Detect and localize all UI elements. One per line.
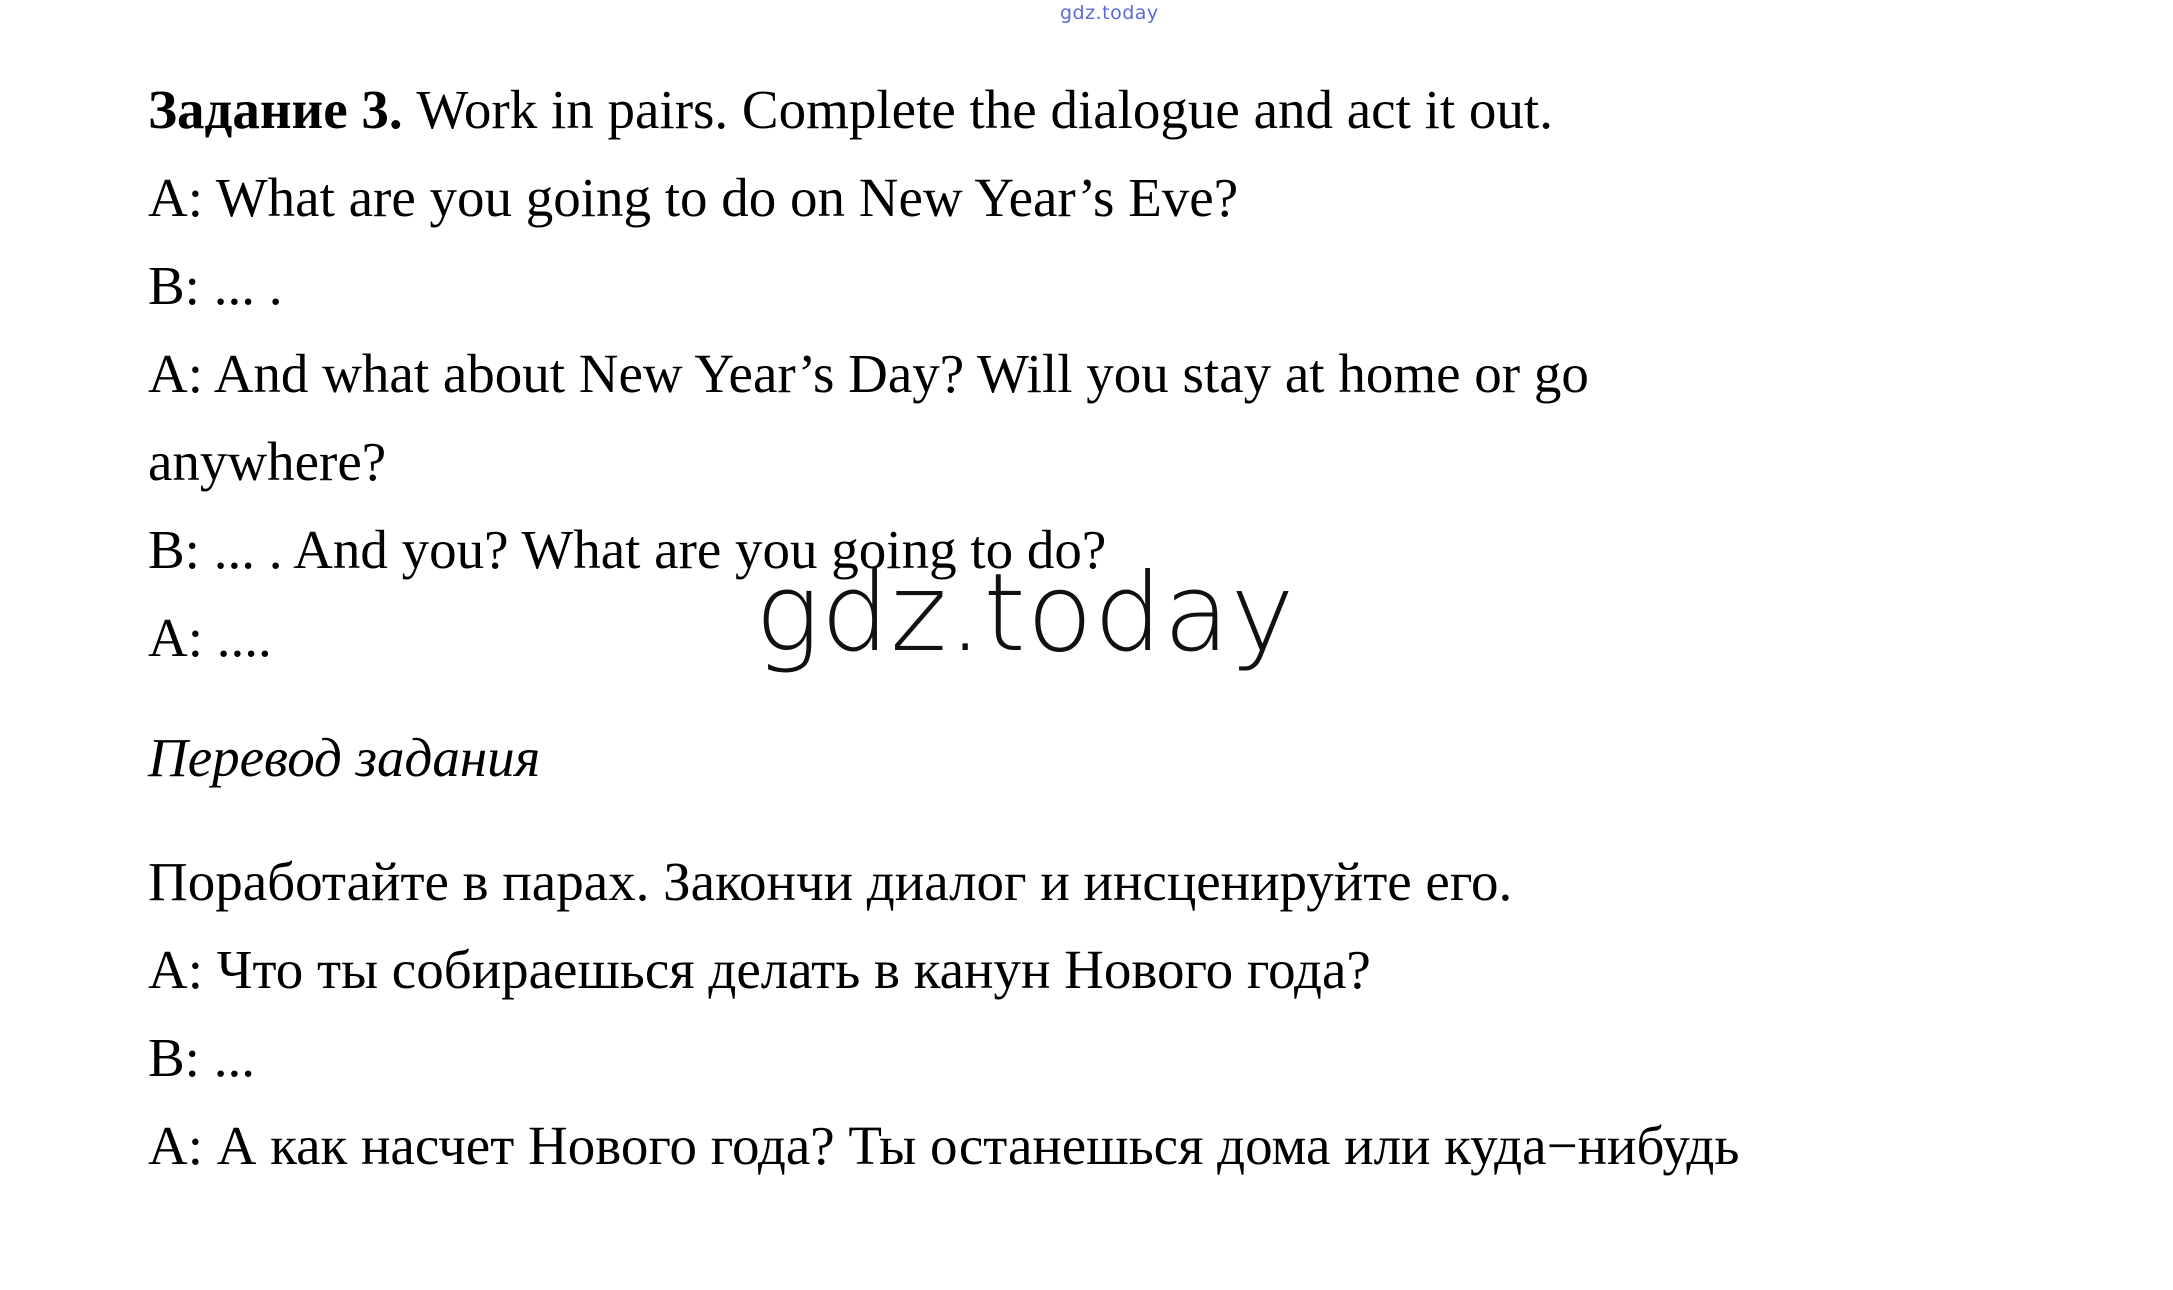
task-heading: [148, 66, 2108, 154]
translation-line-3: A: А как насчет Нового года? Ты останешься дома или куда−нибудь: [148, 1115, 1740, 1176]
task-label: Задание 3.: [148, 79, 403, 140]
task-instruction: Work in pairs. Complete the dialogue and act it out.: [402, 79, 1553, 140]
dialogue-line-2: B: ... .: [148, 255, 283, 316]
translation-line-2: B: ...: [148, 1027, 255, 1088]
translation-title: Перевод задания: [148, 727, 541, 788]
dialogue-line-6: A: ....: [148, 607, 272, 668]
translation-instruction: Поработайте в парах. Закончи диалог и инсценируйте его.: [148, 851, 1513, 912]
translation-line-1: A: Что ты собираешься делать в канун Нового года?: [148, 939, 1371, 1000]
watermark-top: gdz.today: [1060, 2, 1159, 24]
dialogue-line-4: anywhere?: [148, 431, 387, 492]
watermark-center: gdz.today: [755, 551, 1296, 676]
dialogue-line-5: B: ... . And you? What are you going to do?: [148, 519, 1107, 580]
dialogue-line-1: A: What are you going to do on New Year’s Eve?: [148, 167, 1239, 228]
dialogue-line-3: A: And what about New Year’s Day? Will you stay at home or go: [148, 343, 1589, 404]
